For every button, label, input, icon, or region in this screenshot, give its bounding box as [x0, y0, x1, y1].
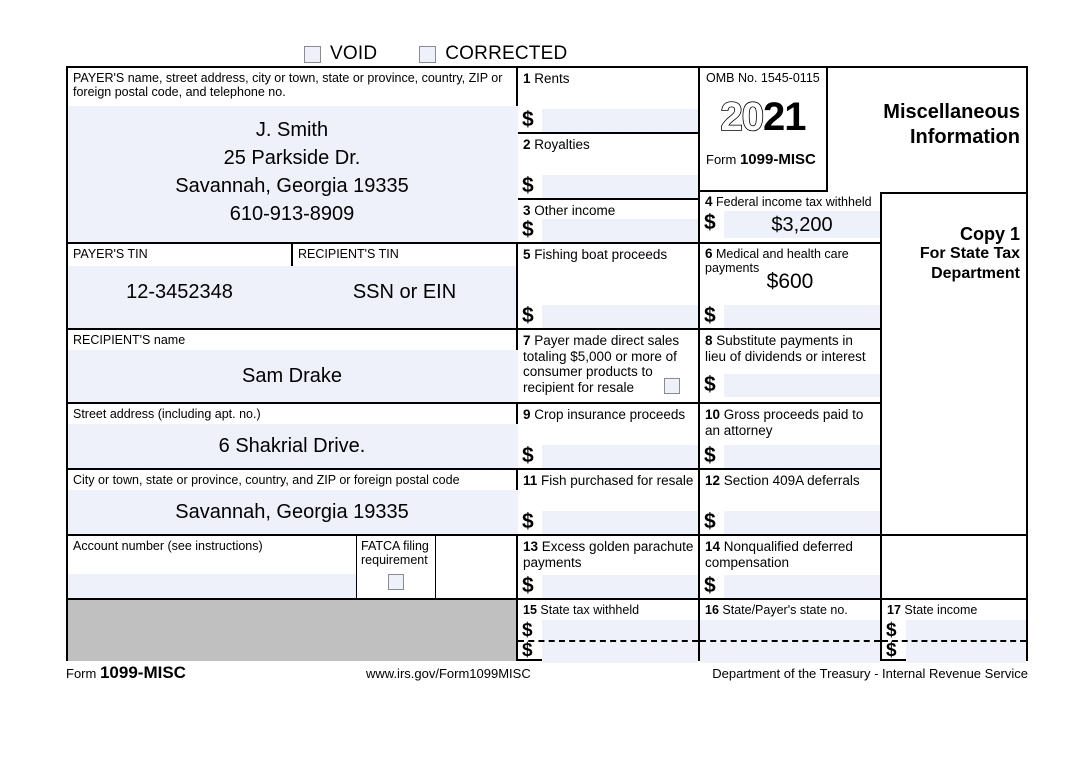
fatca-checkbox[interactable] [388, 574, 404, 590]
payer-tin-value: 12-3452348 [126, 281, 233, 303]
box-7-label-text: Payer made direct sales totaling $5,000 or more of consumer products to recipient for resale [523, 333, 680, 395]
copy-line3: Department [931, 265, 1020, 282]
box-2-label [518, 134, 698, 153]
box-17-fill-row2[interactable] [906, 642, 1026, 663]
box-9-dollar-sign: $ [522, 444, 534, 467]
box-13-label-text: Excess golden parachute payments [523, 539, 694, 570]
box-7[interactable] [518, 330, 700, 404]
box-6-fill[interactable] [724, 305, 880, 328]
box-3-dollar-sign: $ [522, 218, 534, 241]
box-2[interactable] [518, 134, 700, 200]
box-9[interactable] [518, 404, 700, 470]
fatca-block[interactable] [356, 536, 435, 600]
recipient-street-caption: Street address (including apt. no.) [73, 407, 261, 421]
payer-name: J. Smith [255, 119, 329, 141]
footer-agency: Department of the Treasury - Internal Revenue Service [712, 666, 1028, 681]
box-9-label [518, 404, 698, 423]
form-number-header [700, 151, 826, 168]
footer-form-number: 1099-MISC [99, 663, 186, 682]
box-8-number: 8 [705, 333, 713, 348]
box-17-dollar-sign-row2: $ [886, 640, 897, 661]
box-10-label [700, 404, 880, 438]
footer-url[interactable]: www.irs.gov/Form1099MISC [366, 666, 531, 681]
box-16-fill-row2[interactable] [700, 642, 880, 663]
box-14-dollar-sign: $ [704, 574, 716, 597]
box-1-label-text: Rents [534, 71, 570, 86]
box-14[interactable] [700, 536, 882, 600]
box-7-number: 7 [523, 333, 531, 348]
box-16-label [700, 600, 880, 617]
box-4-label [700, 192, 880, 209]
far-right-blank-cell [882, 536, 1028, 600]
box-8[interactable] [700, 330, 882, 404]
footer-form-id [66, 663, 366, 683]
box-17-label [882, 600, 1026, 617]
box-9-number: 9 [523, 407, 531, 422]
payer-street: 25 Parkside Dr. [223, 147, 361, 169]
copy-line1: Copy 1 [959, 224, 1020, 244]
fatca-caption-line1: FATCA filing [361, 539, 429, 553]
omb-number: OMB No. 1545-0115 [706, 71, 820, 85]
account-number-block[interactable] [66, 536, 356, 600]
box-9-label-text: Crop insurance proceeds [534, 407, 686, 422]
box-3-number: 3 [523, 203, 531, 218]
payer-city-state-zip: Savannah, Georgia 19335 [175, 175, 409, 197]
recipient-street-value: 6 Shakrial Drive. [218, 435, 366, 457]
box-2-number: 2 [523, 137, 531, 152]
box-11-number: 11 [523, 473, 538, 488]
box-6-number: 6 [705, 246, 713, 261]
box-1-dollar-sign: $ [522, 108, 534, 131]
box-11-label [518, 470, 698, 489]
box-5-number: 5 [523, 247, 531, 262]
box-6-label-text: Medical and health care payments [705, 247, 849, 275]
box-11-dollar-sign: $ [522, 510, 534, 533]
recipient-city-value: Savannah, Georgia 19335 [175, 501, 409, 523]
box-5-dollar-sign: $ [522, 304, 534, 327]
recipient-city-caption: City or town, state or province, country, and ZIP or foreign postal code [73, 473, 460, 487]
fatca-caption-line2: requirement [361, 553, 428, 567]
box-4-number: 4 [705, 194, 713, 209]
copy-text [882, 224, 1026, 284]
box-13-number: 13 [523, 539, 539, 554]
corrected-label: CORRECTED [445, 43, 568, 64]
tax-year-hollow: 20 [720, 95, 763, 139]
box-17[interactable] [882, 600, 1028, 661]
box-8-dollar-sign: $ [704, 373, 716, 396]
box-15-dollar-sign-row2: $ [522, 640, 533, 661]
box-8-fill[interactable] [724, 374, 880, 397]
payer-tin-block[interactable] [66, 244, 293, 330]
box-6-dollar-sign: $ [704, 304, 716, 327]
corrected-checkbox-group[interactable] [419, 43, 567, 65]
box-12-label [700, 470, 880, 489]
box-2-label-text: Royalties [534, 137, 590, 152]
box-13-label [518, 536, 698, 570]
box-10-dollar-sign: $ [704, 444, 716, 467]
box-14-label-text: Nonqualified deferred compensation [705, 539, 853, 570]
box-11[interactable] [518, 470, 700, 536]
recipient-name-value: Sam Drake [241, 365, 343, 387]
account-number-fill[interactable] [68, 574, 356, 598]
box-1-number: 1 [523, 71, 531, 86]
box-3-fill[interactable] [542, 219, 698, 242]
box-13-fill[interactable] [542, 575, 698, 598]
form-title-line1: Miscellaneous [883, 101, 1020, 123]
corrected-checkbox[interactable] [419, 46, 436, 63]
omb-year-block [700, 68, 828, 192]
box-17-fill-row1[interactable] [906, 620, 1026, 641]
void-checkbox[interactable] [304, 46, 321, 63]
form-number-value-header: 1099-MISC [739, 151, 816, 168]
box-16-fill-row1[interactable] [700, 620, 880, 641]
box-11-label-text: Fish purchased for resale [541, 473, 694, 488]
box-5-fill[interactable] [542, 305, 698, 328]
form-title [828, 100, 1026, 150]
payer-tin-caption: PAYER'S TIN [73, 247, 148, 261]
box-16-number: 16 [705, 603, 719, 617]
recipient-street-block[interactable] [66, 404, 518, 470]
box-7-checkbox[interactable] [664, 378, 680, 394]
box-8-label-text: Substitute payments in lieu of dividends or interest [705, 333, 866, 364]
void-checkbox-group[interactable] [304, 43, 377, 65]
box-13-dollar-sign: $ [522, 574, 534, 597]
box-15-dollar-sign-row1: $ [522, 620, 533, 641]
box-15-label [518, 600, 698, 617]
form-prefix-header: Form [706, 152, 737, 167]
box-15-fill-row2[interactable] [542, 642, 698, 663]
box-4[interactable] [700, 192, 882, 244]
recipient-tin-value: SSN or EIN [352, 281, 457, 303]
form-footer [66, 663, 1028, 683]
account-number-caption: Account number (see instructions) [73, 539, 263, 553]
box-7-checkbox-wrap[interactable] [664, 378, 680, 399]
box-10[interactable] [700, 404, 882, 470]
box-16[interactable] [700, 600, 882, 661]
box-16-label-text: State/Payer's state no. [722, 603, 848, 617]
box-14-number: 14 [705, 539, 721, 554]
tax-year-solid: 21 [763, 95, 806, 139]
box-15-label-text: State tax withheld [540, 603, 640, 617]
box-12-number: 12 [705, 473, 721, 488]
recipient-tin-block[interactable] [293, 244, 518, 330]
copy-line2: For State Tax [919, 245, 1020, 262]
box-11-fill[interactable] [542, 511, 698, 534]
void-corrected-row [66, 42, 1028, 66]
form-title-block [828, 68, 1028, 192]
box-2-dollar-sign: $ [522, 174, 534, 197]
box-15-number: 15 [523, 603, 537, 617]
footer-form-prefix: Form [66, 666, 97, 681]
box-12-label-text: Section 409A deferrals [723, 473, 860, 488]
recipient-name-block[interactable] [66, 330, 518, 404]
payer-phone: 610-913-8909 [229, 203, 355, 225]
box-3-label-text: Other income [534, 203, 616, 218]
box-1-label [518, 68, 698, 87]
box-4-label-text: Federal income tax withheld [716, 195, 872, 209]
form-1099-misc [66, 66, 1028, 659]
recipient-tin-caption: RECIPIENT'S TIN [298, 247, 399, 261]
tax-year [700, 97, 826, 137]
box-4-dollar-sign: $ [704, 211, 716, 234]
box-4-value: $3,200 [771, 214, 833, 236]
account-blank-cell [435, 536, 518, 600]
box-1[interactable] [518, 68, 700, 134]
box-9-fill[interactable] [542, 445, 698, 468]
box-3[interactable] [518, 200, 700, 244]
box-1-fill[interactable] [542, 109, 698, 132]
box-14-fill[interactable] [724, 575, 880, 598]
box-6[interactable] [700, 244, 882, 330]
box-15[interactable] [518, 600, 700, 661]
box-3-label [518, 200, 698, 219]
fatca-checkbox-wrap[interactable] [357, 574, 434, 595]
box-2-fill[interactable] [542, 175, 698, 198]
recipient-city-block[interactable] [66, 470, 518, 536]
box-5-label [518, 244, 698, 263]
recipient-name-caption: RECIPIENT'S name [73, 333, 186, 347]
box-12-dollar-sign: $ [704, 510, 716, 533]
box-17-dollar-sign-row1: $ [886, 620, 897, 641]
box-17-label-text: State income [904, 603, 978, 617]
copy-block [882, 192, 1028, 536]
box-15-fill-row1[interactable] [542, 620, 698, 641]
box-14-label [700, 536, 880, 570]
payer-block[interactable] [66, 68, 518, 244]
box-12-fill[interactable] [724, 511, 880, 534]
void-label: VOID [330, 43, 378, 64]
form-title-line2: Information [910, 126, 1020, 148]
box-13[interactable] [518, 536, 700, 600]
box-10-label-text: Gross proceeds paid to an attorney [705, 407, 864, 438]
box-8-label [700, 330, 880, 364]
box-6-value: $600 [766, 270, 814, 293]
box-5[interactable] [518, 244, 700, 330]
gray-filler-block [66, 600, 518, 661]
payer-caption: PAYER'S name, street address, city or town, state or province, country, ZIP or foreign postal code, and telephone no. [73, 71, 503, 99]
box-10-number: 10 [705, 407, 721, 422]
box-17-number: 17 [887, 603, 901, 617]
box-12[interactable] [700, 470, 882, 536]
box-10-fill[interactable] [724, 445, 880, 468]
box-5-label-text: Fishing boat proceeds [534, 247, 668, 262]
